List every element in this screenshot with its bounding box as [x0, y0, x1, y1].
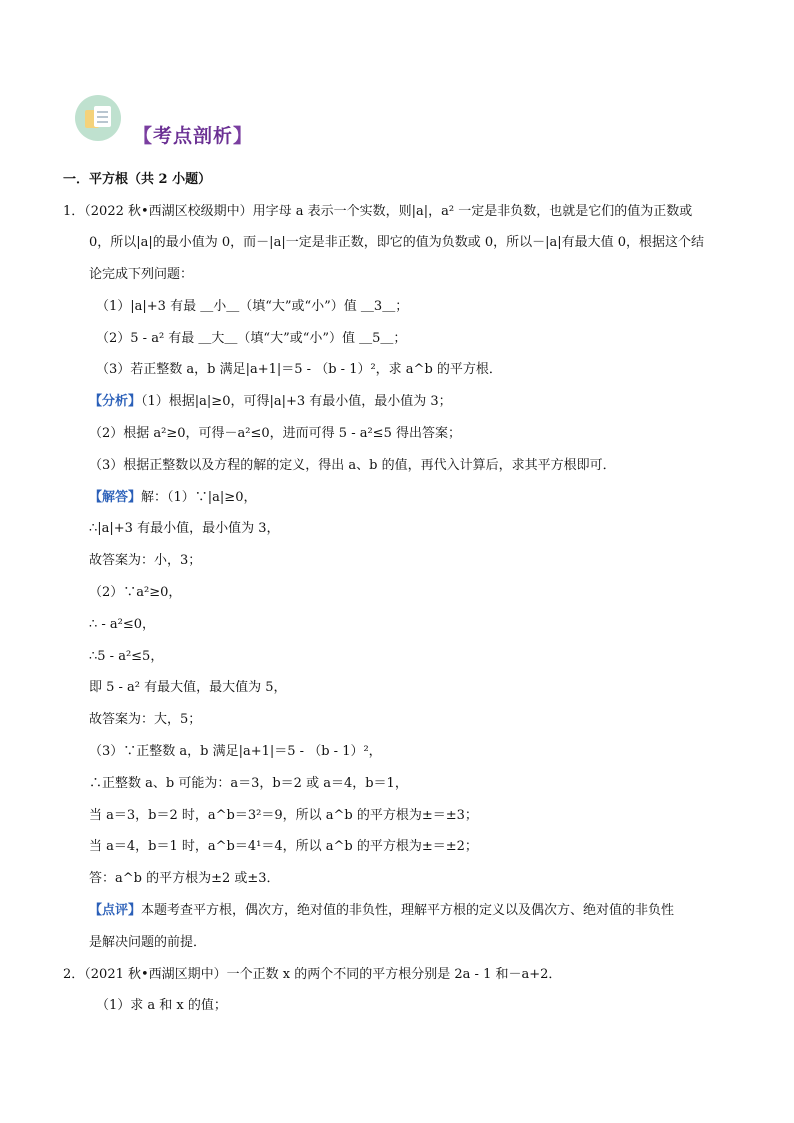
answer-9: （3）∵正整数 a，b 满足|a+1|＝5 - （b - 1）²，: [89, 744, 382, 759]
answer-5: ∴ - a²≤0，: [89, 617, 156, 632]
q1-line-3: 论完成下列问题：: [89, 267, 194, 282]
answer-13: 答：a^b 的平方根为±2 或±3．: [89, 871, 280, 886]
q1-sub-2: （2）5 - a² 有最 ＿大＿（填“大”或“小”）值 ＿5＿；: [96, 331, 407, 346]
answer-10: ∴正整数 a、b 可能为：a＝3，b＝2 或 a＝4，b＝1，: [89, 776, 408, 791]
answer-6: ∴5 - a²≤5，: [89, 649, 164, 664]
analysis-3: （3）根据正整数以及方程的解的定义，得出 a、b 的值，再代入计算后，求其平方根即可．: [89, 458, 616, 473]
answer-11: 当 a＝3，b＝2 时，a^b＝3²＝9，所以 a^b 的平方根为±＝±3；: [89, 808, 478, 823]
answer-8: 故答案为：大，5；: [89, 712, 202, 727]
header-icon: [75, 95, 121, 141]
comment-1: 【点评】本题考查平方根，偶次方，绝对值的非负性，理解平方根的定义以及偶次方、绝对值的非负性: [89, 903, 675, 918]
answer-3: 故答案为：小，3；: [89, 553, 202, 568]
q1-line-1: 1．（2022 秋•西湖区校级期中）用字母 a 表示一个实数，则|a|，a² 一定是非负数，也就是它们的值为正数或: [63, 204, 693, 219]
q2-sub-1: （1）求 a 和 x 的值；: [96, 998, 227, 1013]
comment-2: 是解决问题的前提．: [89, 935, 207, 950]
answer-12: 当 a＝4，b＝1 时，a^b＝4¹＝4，所以 a^b 的平方根为±＝±2；: [89, 839, 478, 854]
section-title: 一．平方根（共 2 小题）: [63, 172, 212, 187]
answer-4: （2）∵a²≥0，: [89, 585, 182, 600]
answer-2: ∴|a|+3 有最小值，最小值为 3，: [89, 521, 280, 536]
q1-sub-3: （3）若正整数 a，b 满足|a+1|＝5 - （b - 1）²，求 a^b 的平方根．: [96, 362, 502, 377]
analysis-1: 【分析】（1）根据|a|≥0，可得|a|+3 有最小值，最小值为 3；: [89, 394, 452, 409]
analysis-2: （2）根据 a²≥0，可得－a²≤0，进而可得 5 - a²≤5 得出答案；: [89, 426, 461, 441]
section-header: 【考点剖析】: [133, 125, 254, 147]
q1-line-2: 0，所以|a|的最小值为 0，而－|a|一定是非正数，即它的值为负数或 0，所以－|a|有最大值 0，根据这个结: [89, 235, 705, 250]
q1-sub-1: （1）|a|+3 有最 ＿小＿（填“大”或“小”）值 ＿3＿；: [96, 299, 409, 314]
answer-7: 即 5 - a² 有最大值，最大值为 5，: [89, 680, 287, 695]
answer-1: 【解答】解：（1）∵|a|≥0，: [89, 490, 257, 505]
q2-line-1: 2．（2021 秋•西湖区期中）一个正数 x 的两个不同的平方根分别是 2a - 1 和－a+2．: [63, 967, 562, 982]
